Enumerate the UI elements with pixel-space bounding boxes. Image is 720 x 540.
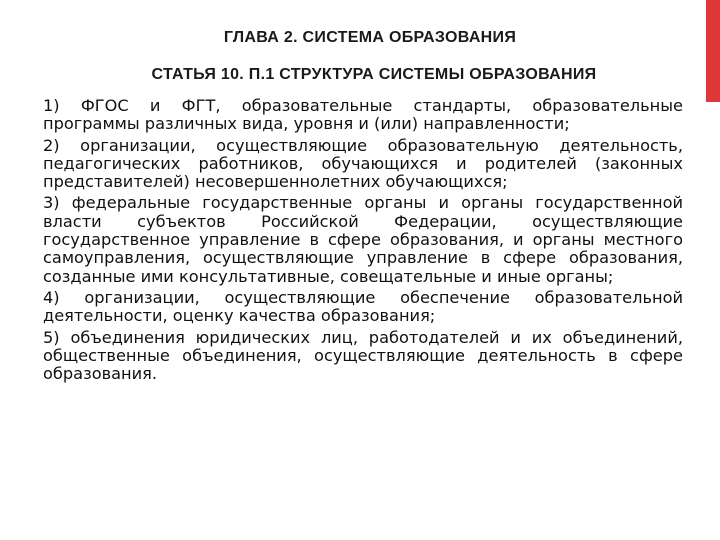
list-item: 4) организации, осуществляющие обеспечение образовательной деятельности, оценку качества образования; <box>43 287 683 326</box>
list-item: 3) федеральные государственные органы и органы государственной власти субъектов Российской Федерации, осуществляющие государственное управление в сфере образования, и органы местного самоуправления, осуществляющие управление в сфере образования, созданные ими консультативные, совещательные и иные органы; <box>43 193 683 286</box>
accent-bar <box>706 0 720 102</box>
content-list <box>43 97 683 386</box>
page-title: ГЛАВА 2. СИСТЕМА ОБРАЗОВАНИЯ <box>223 29 517 46</box>
list-item: 1) ФГОС и ФГТ, образовательные стандарты, образовательные программы различных вида, уровня и (или) направленности; <box>43 96 683 134</box>
list-item: 2) организации, осуществляющие образовательную деятельность, педагогических работников, обучающихся и родителей (законных представителей) несовершеннолетних обучающихся; <box>43 135 683 192</box>
list-item: 5) объединения юридических лиц, работодателей и их объединений, общественные объединения, осуществляющие деятельность в сфере образования. <box>43 327 683 384</box>
page-subtitle: СТАТЬЯ 10. П.1 СТРУКТУРА СИСТЕМЫ ОБРАЗОВАНИЯ <box>151 66 597 83</box>
